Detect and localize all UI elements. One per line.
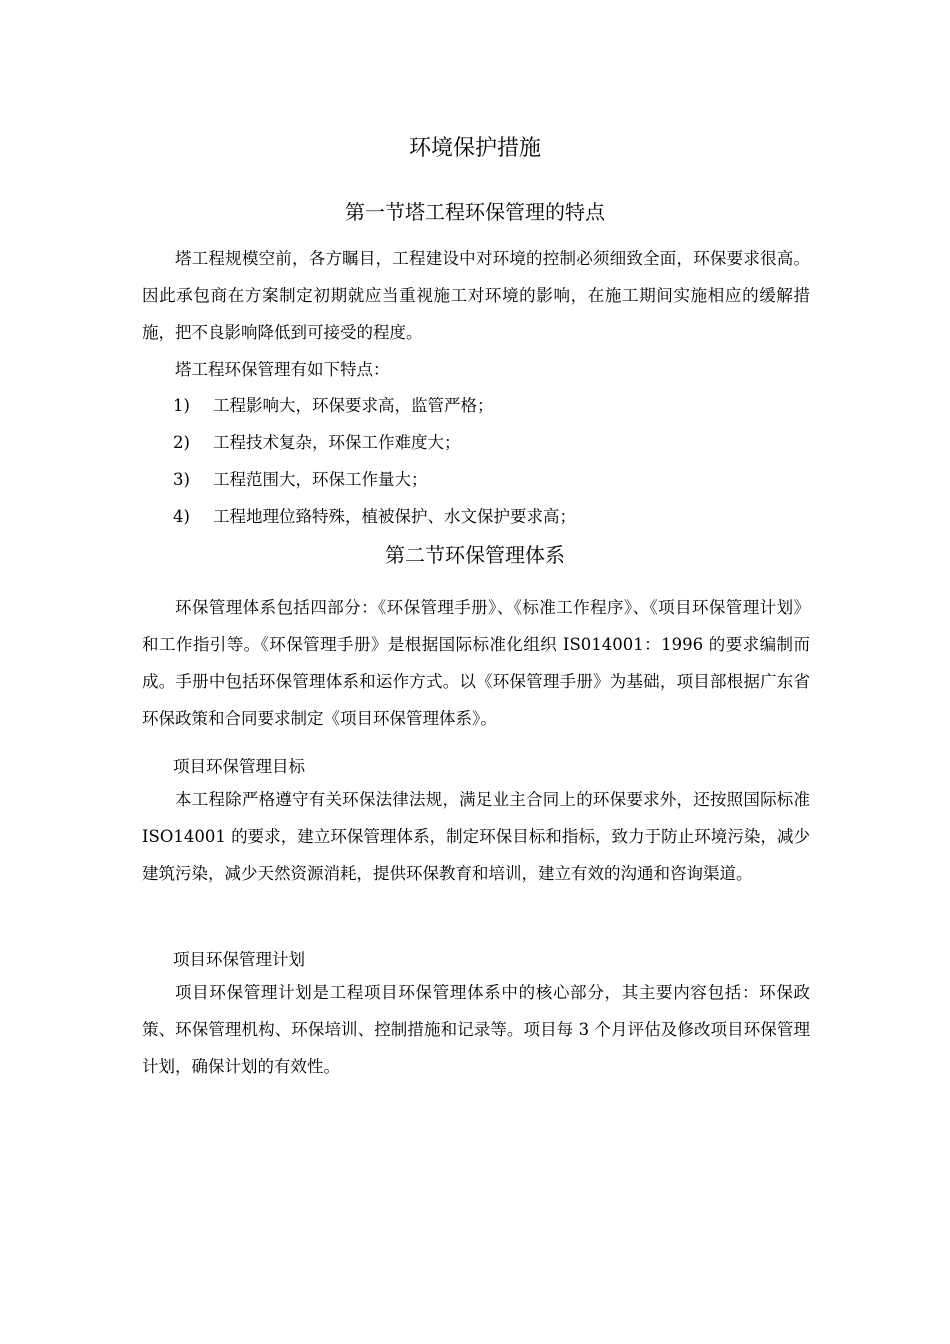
section-1-heading: 第一节塔工程环保管理的特点: [345, 200, 605, 224]
target-heading: 项目环保管理目标: [173, 757, 305, 776]
document-title: 环境保护措施: [408, 136, 541, 161]
feature-number: 2): [173, 433, 190, 452]
section-1-intro: 塔工程规模空前，各方瞩目，工程建设中对环境的控制必须细致全面，环保要求很高。因此承包商在方案制定初期就应当重视施工对环境的影响，在施工期间实施相应的缓解措施，把不良影响降低到可接受的程度。: [142, 249, 810, 342]
feature-number: 1): [173, 396, 190, 415]
section-2-intro: 环保管理体系包括四部分：《环保管理手册》、《标准工作程序》、《项目环保管理计划》和工作指引等。《环保管理手册》是根据国际标准化组织 IS014001：1996 的要求编制而成。手册中包括环保管理体系和运作方式。以《环保管理手册》为基础，项目部根据广东省环保政策和合同要求制定《项目环保管理体系》。: [142, 598, 810, 728]
target-text: 本工程除严格遵守有关环保法律法规，满足业主合同上的环保要求外，还按照国际标准 ISO14001 的要求，建立环保管理体系，制定环保目标和指标，致力于防止环境污染，减少建筑污染，减少天然资源消耗，提供环保教育和培训，建立有效的沟通和咨询渠道。: [142, 790, 810, 883]
plan-text: 项目环保管理计划是工程项目环保管理体系中的核心部分，其主要内容包括：环保政策、环保管理机构、环保培训、控制措施和记录等。项目每 3 个月评估及修改项目环保管理计划，确保计划的有效性。: [142, 983, 810, 1076]
section-2-heading: 第二节环保管理体系: [385, 543, 565, 567]
feature-number: 3): [173, 470, 190, 489]
feature-number: 4): [173, 507, 190, 526]
feature-text: 工程影响大，环保要求高，监管严格；: [213, 396, 494, 415]
plan-heading: 项目环保管理计划: [173, 950, 305, 969]
feature-item-4: [173, 504, 813, 530]
feature-item-2: [173, 430, 813, 456]
feature-item-3: [173, 467, 813, 493]
features-lead: 塔工程环保管理有如下特点：: [175, 360, 390, 379]
feature-text: 工程范围大，环保工作量大；: [213, 470, 428, 489]
feature-text: 工程技术复杂，环保工作难度大；: [213, 433, 461, 452]
feature-item-1: [173, 393, 813, 419]
feature-text: 工程地理位臵特殊，植被保护、水文保护要求高；: [213, 507, 576, 526]
